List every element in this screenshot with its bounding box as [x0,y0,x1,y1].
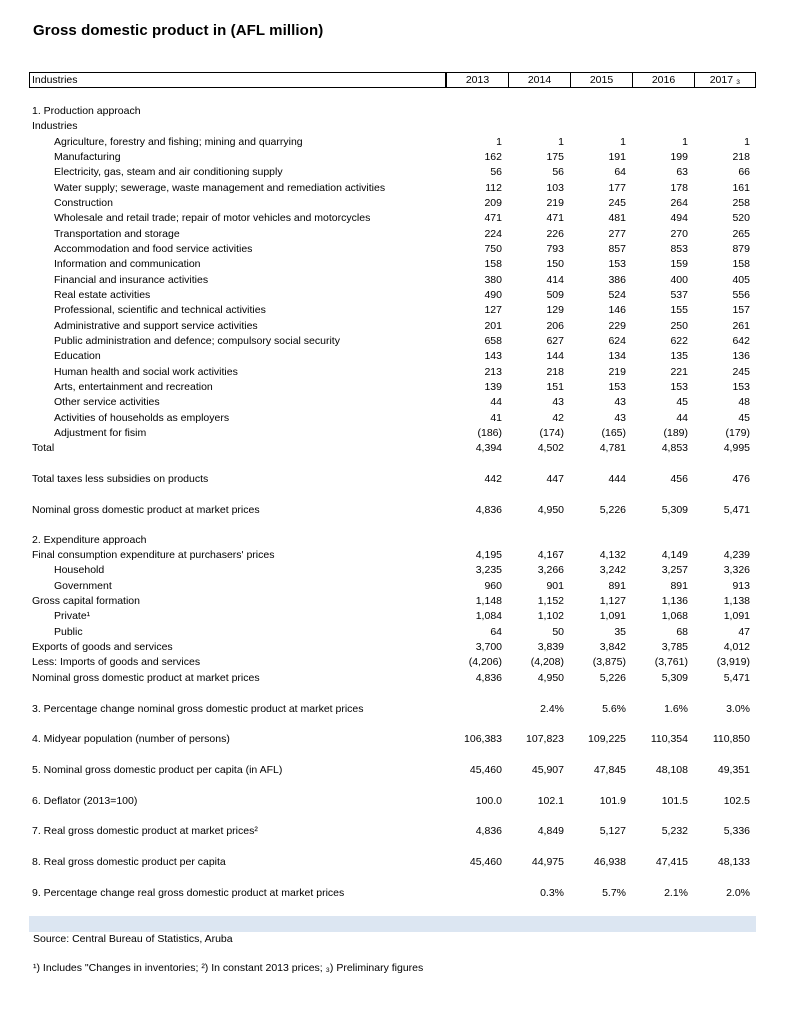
row-value: 913 [732,580,750,592]
row-value: 219 [546,197,564,209]
row-value: 1,068 [661,610,688,622]
row-value: 5,127 [599,825,626,837]
row-value: 5.6% [602,703,626,715]
row-value: 5,232 [661,825,688,837]
row-value: 447 [546,473,564,485]
row-value: 45,460 [469,856,502,868]
row-value: 157 [732,304,750,316]
row-value: 624 [608,335,626,347]
row-value: 1,136 [661,595,688,607]
row-value: 4,950 [537,504,564,516]
row-value: (179) [725,427,750,439]
row-label: Total [32,442,55,454]
row-value: 43 [614,396,626,408]
row-value: (165) [601,427,626,439]
table-row [0,119,810,133]
row-value: 56 [490,166,502,178]
row-value: 4,836 [475,672,502,684]
row-value: 49,351 [717,764,750,776]
table-row [0,349,810,363]
row-value: 146 [608,304,626,316]
row-value: 158 [732,258,750,270]
row-value: 524 [608,289,626,301]
row-value: 4,195 [475,549,502,561]
table-row [0,257,810,271]
row-value: (189) [663,427,688,439]
row-value: 658 [484,335,502,347]
industries-header: Industries [32,73,446,87]
table-row [0,181,810,195]
row-label: Manufacturing [54,151,121,163]
row-value: (4,206) [468,656,502,668]
row-value: 45,907 [531,764,564,776]
row-value: 159 [670,258,688,270]
row-value: 219 [608,366,626,378]
row-value: 4,853 [661,442,688,454]
row-label: Transportation and storage [54,228,180,240]
row-value: 153 [670,381,688,393]
table-row [0,104,810,118]
row-value: 3,242 [599,564,626,576]
row-value: 4,836 [475,504,502,516]
year-header-2013: 2013 [446,73,508,87]
table-row [0,579,810,593]
row-value: 101.9 [599,795,626,807]
row-value: 444 [608,473,626,485]
row-value: 45,460 [469,764,502,776]
row-value: 46,938 [593,856,626,868]
row-value: 4,781 [599,442,626,454]
row-value: 476 [732,473,750,485]
row-value: 386 [608,274,626,286]
row-value: 3,700 [475,641,502,653]
table-row [0,625,810,639]
row-value: 1,138 [723,595,750,607]
separator-band [29,916,756,932]
row-label: Arts, entertainment and recreation [54,381,213,393]
table-row [0,395,810,409]
table-row [0,150,810,164]
row-value: 1,091 [723,610,750,622]
table-row [0,472,810,486]
row-value: 471 [546,212,564,224]
row-label: Information and communication [54,258,201,270]
row-value: 103 [546,182,564,194]
row-value: (4,208) [530,656,564,668]
row-label: Exports of goods and services [32,641,173,653]
row-value: 150 [546,258,564,270]
row-value: 47 [738,626,750,638]
row-value: 520 [732,212,750,224]
row-value: 1 [744,136,750,148]
row-value: 5,471 [723,504,750,516]
row-label: Professional, scientific and technical activities [54,304,266,316]
row-value: 153 [608,381,626,393]
row-value: 1,084 [475,610,502,622]
row-label: 4. Midyear population (number of persons) [32,733,230,745]
table-row [0,165,810,179]
row-value: 175 [546,151,564,163]
row-value: 135 [670,350,688,362]
row-value: 642 [732,335,750,347]
row-value: (3,875) [592,656,626,668]
row-value: 1,148 [475,595,502,607]
row-value: 112 [485,182,502,194]
row-value: 45 [676,396,688,408]
row-value: 110,850 [712,733,750,745]
row-value: 494 [670,212,688,224]
row-value: 442 [484,473,502,485]
row-value: 44 [676,412,688,424]
row-value: (3,761) [654,656,688,668]
row-value: 158 [484,258,502,270]
year-header-2014: 2014 [508,73,570,87]
row-value: 50 [552,626,564,638]
row-value: 3,326 [723,564,750,576]
table-row [0,288,810,302]
row-value: 48 [738,396,750,408]
row-value: 857 [608,243,626,255]
row-value: 127 [484,304,502,316]
table-row [0,441,810,455]
row-value: 245 [732,366,750,378]
table-row [0,365,810,379]
row-value: 229 [608,320,626,332]
row-value: 277 [608,228,626,240]
row-value: 509 [546,289,564,301]
row-value: 1,102 [537,610,564,622]
row-label: Agriculture, forestry and fishing; mining and quarrying [54,136,303,148]
row-label: Public [54,626,83,638]
table-row [0,242,810,256]
row-value: 102.5 [723,795,750,807]
row-value: 64 [614,166,626,178]
row-value: 4,149 [661,549,688,561]
row-value: 42 [552,412,564,424]
row-value: 63 [676,166,688,178]
row-value: 177 [608,182,626,194]
row-value: 201 [484,320,502,332]
row-value: 48,108 [655,764,688,776]
row-value: 258 [732,197,750,209]
row-value: 109,225 [588,733,626,745]
row-value: 5,309 [661,504,688,516]
row-label: Adjustment for fisim [54,427,147,439]
row-value: 3.0% [726,703,750,715]
row-value: 2.0% [726,887,750,899]
row-value: 151 [546,381,564,393]
row-label: 7. Real gross domestic product at market prices² [32,825,258,837]
row-value: 1 [558,136,564,148]
row-value: 44 [490,396,502,408]
row-value: 627 [546,335,564,347]
row-value: 960 [484,580,502,592]
row-value: 221 [670,366,688,378]
row-value: 5,336 [723,825,750,837]
row-value: 0.3% [540,887,564,899]
row-label: 8. Real gross domestic product per capita [32,856,226,868]
row-value: 481 [608,212,626,224]
year-header-2015: 2015 [570,73,632,87]
row-label: 1. Production approach [32,105,141,117]
row-value: 537 [670,289,688,301]
row-value: 4,167 [537,549,564,561]
table-row [0,763,810,777]
row-label: Other service activities [54,396,160,408]
row-label: Education [54,350,101,362]
row-value: 143 [484,350,502,362]
table-row [0,411,810,425]
row-value: 5,226 [599,504,626,516]
row-value: 100.0 [475,795,502,807]
row-value: 110,354 [650,733,688,745]
row-value: 4,239 [723,549,750,561]
row-label: Public administration and defence; compulsory social security [54,335,340,347]
row-label: Less: Imports of goods and services [32,656,201,668]
row-value: 162 [484,151,502,163]
table-row [0,548,810,562]
row-value: 901 [546,580,564,592]
row-value: 68 [676,626,688,638]
table-row [0,655,810,669]
row-value: 106,383 [464,733,502,745]
table-row [0,196,810,210]
row-value: 209 [484,197,502,209]
row-value: 261 [732,320,750,332]
row-value: 1 [620,136,626,148]
row-value: 102.1 [537,795,564,807]
row-value: 4,394 [475,442,502,454]
row-value: 134 [608,350,626,362]
row-label: Human health and social work activities [54,366,238,378]
row-value: 4,836 [475,825,502,837]
row-value: 155 [670,304,688,316]
table-row [0,886,810,900]
table-row [0,503,810,517]
row-value: 153 [608,258,626,270]
table-row [0,211,810,225]
table-row [0,794,810,808]
row-value: 4,849 [537,825,564,837]
row-value: 129 [546,304,564,316]
row-value: 153 [732,381,750,393]
row-value: (186) [477,427,502,439]
row-label: 5. Nominal gross domestic product per capita (in AFL) [32,764,283,776]
row-value: 853 [670,243,688,255]
row-value: 1 [682,136,688,148]
row-value: 144 [546,350,564,362]
row-value: 250 [670,320,688,332]
row-label: Water supply; sewerage, waste management and remediation activities [54,182,386,194]
row-label: Real estate activities [54,289,151,301]
year-header-2016: 2016 [632,73,694,87]
table-row [0,702,810,716]
row-label: Nominal gross domestic product at market prices [32,504,260,516]
row-value: 5,309 [661,672,688,684]
row-label: Household [54,564,105,576]
row-value: 43 [614,412,626,424]
row-value: 4,502 [537,442,564,454]
row-label: Construction [54,197,113,209]
table-row [0,273,810,287]
row-value: 218 [546,366,564,378]
row-label: Activities of households as employers [54,412,230,424]
row-value: 2.1% [664,887,688,899]
table-row [0,334,810,348]
row-label: Accommodation and food service activities [54,243,253,255]
row-value: 199 [670,151,688,163]
table-row [0,594,810,608]
table-row [0,671,810,685]
row-value: 264 [670,197,688,209]
row-value: 47,415 [655,856,688,868]
row-value: 35 [614,626,626,638]
row-value: 3,842 [599,641,626,653]
row-value: 3,266 [537,564,564,576]
row-value: 56 [552,166,564,178]
row-value: 224 [484,228,502,240]
row-value: 245 [608,197,626,209]
row-value: 414 [546,274,564,286]
row-value: (174) [539,427,564,439]
row-value: 1.6% [664,703,688,715]
row-label: Administrative and support service activities [54,320,258,332]
row-value: 5,226 [599,672,626,684]
table-row [0,380,810,394]
row-value: 136 [732,350,750,362]
table-row [0,135,810,149]
row-label: Gross capital formation [32,595,140,607]
row-value: 5.7% [602,887,626,899]
row-label: Wholesale and retail trade; repair of motor vehicles and motorcycles [54,212,371,224]
row-value: 4,950 [537,672,564,684]
table-row [0,533,810,547]
row-label: 3. Percentage change nominal gross domestic product at market prices [32,703,364,715]
row-value: 891 [608,580,626,592]
row-value: 206 [546,320,564,332]
row-value: 213 [484,366,502,378]
row-label: Final consumption expenditure at purchasers' prices [32,549,275,561]
row-value: (3,919) [716,656,750,668]
row-label: Nominal gross domestic product at market prices [32,672,260,684]
table-row [0,609,810,623]
table-row [0,824,810,838]
table-row [0,303,810,317]
row-value: 405 [732,274,750,286]
row-value: 44,975 [531,856,564,868]
row-value: 4,012 [723,641,750,653]
row-label: Electricity, gas, steam and air conditioning supply [54,166,283,178]
row-value: 3,839 [537,641,564,653]
row-value: 47,845 [593,764,626,776]
row-value: 490 [484,289,502,301]
row-value: 456 [670,473,688,485]
row-label: Total taxes less subsidies on products [32,473,209,485]
row-value: 3,785 [661,641,688,653]
table-row [0,319,810,333]
page-title: Gross domestic product in (AFL million) [33,22,324,39]
row-value: 66 [738,166,750,178]
table-row [0,426,810,440]
row-value: 270 [670,228,688,240]
row-value: 3,257 [661,564,688,576]
row-value: 5,471 [723,672,750,684]
row-value: 139 [484,381,502,393]
row-value: 43 [552,396,564,408]
row-value: 64 [490,626,502,638]
row-value: 879 [732,243,750,255]
row-value: 48,133 [717,856,750,868]
row-value: 218 [732,151,750,163]
row-label: Financial and insurance activities [54,274,209,286]
row-label: 6. Deflator (2013=100) [32,795,138,807]
row-value: 1 [496,136,502,148]
footnote: ¹) Includes "Changes in inventories; ²) In constant 2013 prices; ₃) Preliminary figures [33,962,424,974]
table-row [0,855,810,869]
row-value: 226 [546,228,564,240]
row-value: 891 [670,580,688,592]
row-value: 161 [732,182,750,194]
row-value: 1,091 [599,610,626,622]
row-value: 556 [732,289,750,301]
row-value: 471 [484,212,502,224]
row-label: Government [54,580,112,592]
table-row [0,640,810,654]
row-value: 45 [738,412,750,424]
row-label: 2. Expenditure approach [32,534,147,546]
row-label: Private¹ [54,610,91,622]
row-value: 1,127 [599,595,626,607]
year-header-2017: 2017 ₃ [694,73,755,87]
row-value: 2.4% [540,703,564,715]
table-row [0,227,810,241]
row-value: 3,235 [475,564,502,576]
row-value: 380 [484,274,502,286]
row-value: 191 [608,151,626,163]
row-value: 178 [670,182,688,194]
row-value: 41 [490,412,502,424]
source-note: Source: Central Bureau of Statistics, Aruba [33,933,233,945]
row-label: 9. Percentage change real gross domestic product at market prices [32,887,345,899]
row-label: Industries [32,120,78,132]
row-value: 4,132 [599,549,626,561]
row-value: 793 [546,243,564,255]
table-row [0,732,810,746]
table-row [0,563,810,577]
row-value: 107,823 [526,733,564,745]
row-value: 400 [670,274,688,286]
row-value: 4,995 [723,442,750,454]
row-value: 1,152 [537,595,564,607]
row-value: 622 [670,335,688,347]
row-value: 101.5 [661,795,688,807]
row-value: 265 [732,228,750,240]
row-value: 750 [484,243,502,255]
